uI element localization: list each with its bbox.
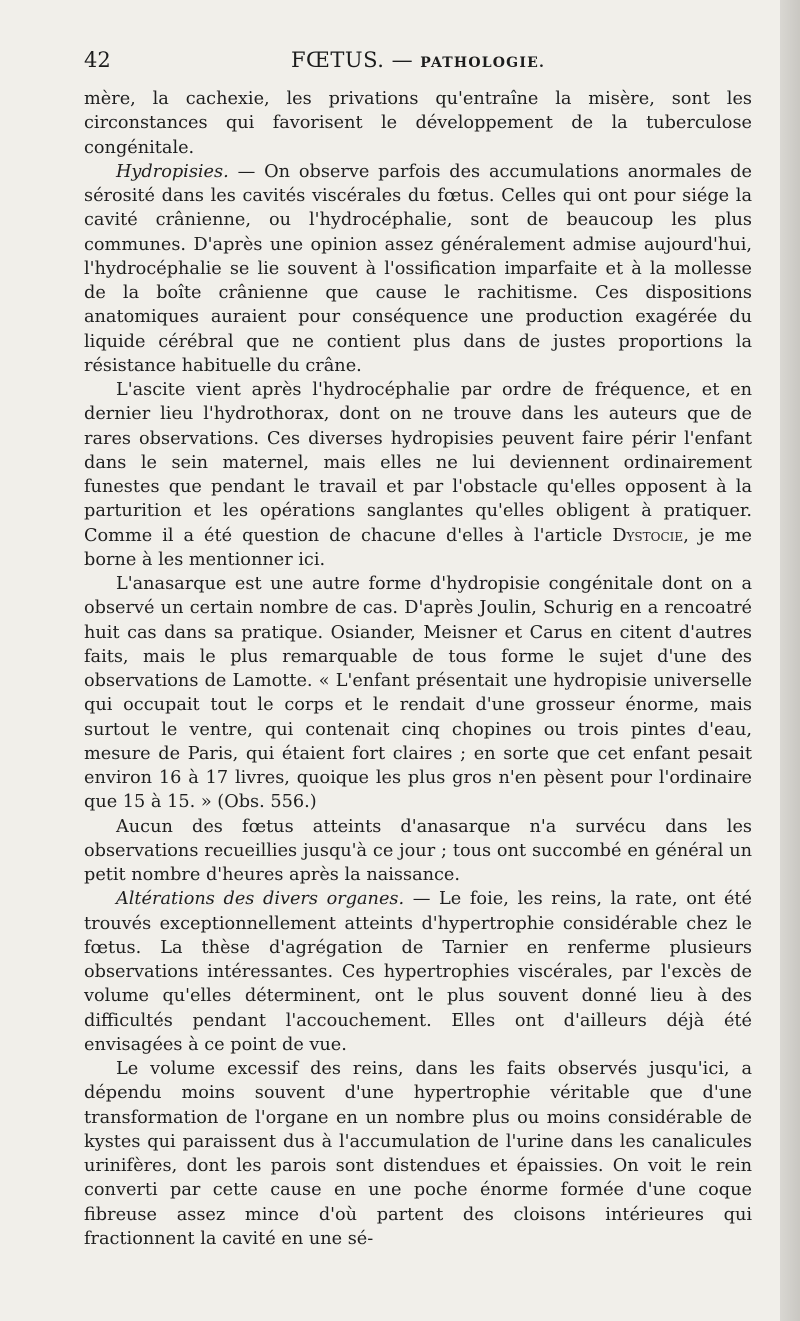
paragraph-reins bbox=[84, 1057, 752, 1251]
paragraph-anasarque bbox=[84, 572, 752, 815]
page-number: 42 bbox=[84, 48, 111, 72]
paragraph-alterations bbox=[84, 887, 752, 1057]
paragraph-3-text-after: , je me borne à les mentionner ici. bbox=[84, 525, 753, 570]
running-head bbox=[84, 48, 752, 72]
paragraph-4-text: L'anasarque est une autre forme d'hydropisie congénitale dont on a observé un certain nombre de cas. D'après Joulin, Schurig en a rencoatré huit cas dans sa pratique. Osiander, Meisner et Carus en citent d'autres faits, mais le plus remarquable de tous forme le sujet d'une des observations de Lamotte. « L'enfant présentait une hydropisie universelle qui occupait tout le corps et le rendait d'une grosseur énorme, mais surtout le ventre, qui contenait cinq chopines ou trois pintes d'eau, mesure de Paris, qui étaient fort claires ; en sorte que cet enfant pesait environ 16 à 17 livres, quoique les plus gros n'en pèsent pour l'ordinaire que 15 à 15. » (Obs. 556.) bbox=[84, 574, 752, 813]
running-head-title: FŒTUS. — bbox=[290, 48, 421, 72]
page-edge bbox=[780, 0, 800, 1321]
page-header bbox=[84, 48, 752, 78]
dystocie-reference: Dystocie bbox=[612, 525, 684, 546]
paragraph-7-text: Le volume excessif des reins, dans les faits observés jusqu'ici, a dépendu moins souvent d'une hypertrophie véritable que d'une transformation de l'organe en un nombre plus ou moins considérable de kystes qui paraissent dus à l'accumulation de l'urine dans les canalicules urinifères, dont les parois sont distendues et épaissies. On voit le rein converti par cette cause en une poche énorme formée d'une coque fibreuse assez mince d'où partent des cloisons intérieures qui fractionnent la cavité en une sé- bbox=[84, 1059, 752, 1249]
paragraph-2-text: — On observe parfois des accumulations anormales de sérosité dans les cavités viscérales du fœtus. Celles qui ont pour siége la cavité crânienne, ou l'hydrocéphalie, sont de beaucoup les plus communes. D'après une opinion assez généralement admise aujourd'hui, l'hydrocéphalie se lie souvent à l'ossification imparfaite et à la mollesse de la boîte crânienne que cause le rachitisme. Ces dispositions anatomiques auraient pour conséquence une production exagérée du liquide cérébral que ne contient plus dans de justes proportions la résistance habituelle du crâne. bbox=[84, 161, 752, 376]
paragraph-ascite bbox=[84, 378, 752, 572]
paragraph-6-text: — Le foie, les reins, la rate, ont été trouvés exceptionnellement atteints d'hypertrophie considérable chez le fœtus. La thèse d'agrégation de Tarnier en renferme plusieurs observations intéressantes. Ces hypertrophies viscérales, par l'excès de volume qu'elles déterminent, ont le plus souvent donné lieu à des difficultés pendant l'accouchement. Elles ont d'ailleurs déjà été envisagées à ce point de vue. bbox=[84, 889, 753, 1055]
paragraph-survie bbox=[84, 815, 752, 888]
section-heading-hydropisies: Hydropisies. bbox=[116, 161, 229, 182]
paragraph-3-text-before: L'ascite vient après l'hydrocéphalie par ordre de fréquence, et en dernier lieu l'hydrothorax, dont on ne trouve dans les auteurs que de rares observations. Ces diverses hydropisies peuvent faire périr l'enfant dans le sein maternel, mais elles ne lui deviennent ordinairement funestes que pendant le travail et par l'obstacle qu'elles opposent à la parturition et les opérations sanglantes qu'elles obligent à pratiquer. Comme il a été question de chacune d'elles à l'article bbox=[84, 380, 752, 546]
section-heading-alterations: Altérations des divers organes. bbox=[116, 889, 405, 910]
paragraph-1 bbox=[84, 87, 752, 160]
paragraph-hydropisies bbox=[84, 160, 752, 378]
paragraph-1-text: mère, la cachexie, les privations qu'entraîne la misère, sont les circonstances qui favorisent le développement de la tuberculose congénitale. bbox=[84, 89, 752, 158]
paragraph-5-text: Aucun des fœtus atteints d'anasarque n'a survécu dans les observations recueillies jusqu'à ce jour ; tous ont succombé en général un petit nombre d'heures après la naissance. bbox=[84, 816, 752, 885]
running-head-subtitle: PATHOLOGIE. bbox=[420, 55, 546, 71]
body-text bbox=[84, 87, 752, 1251]
